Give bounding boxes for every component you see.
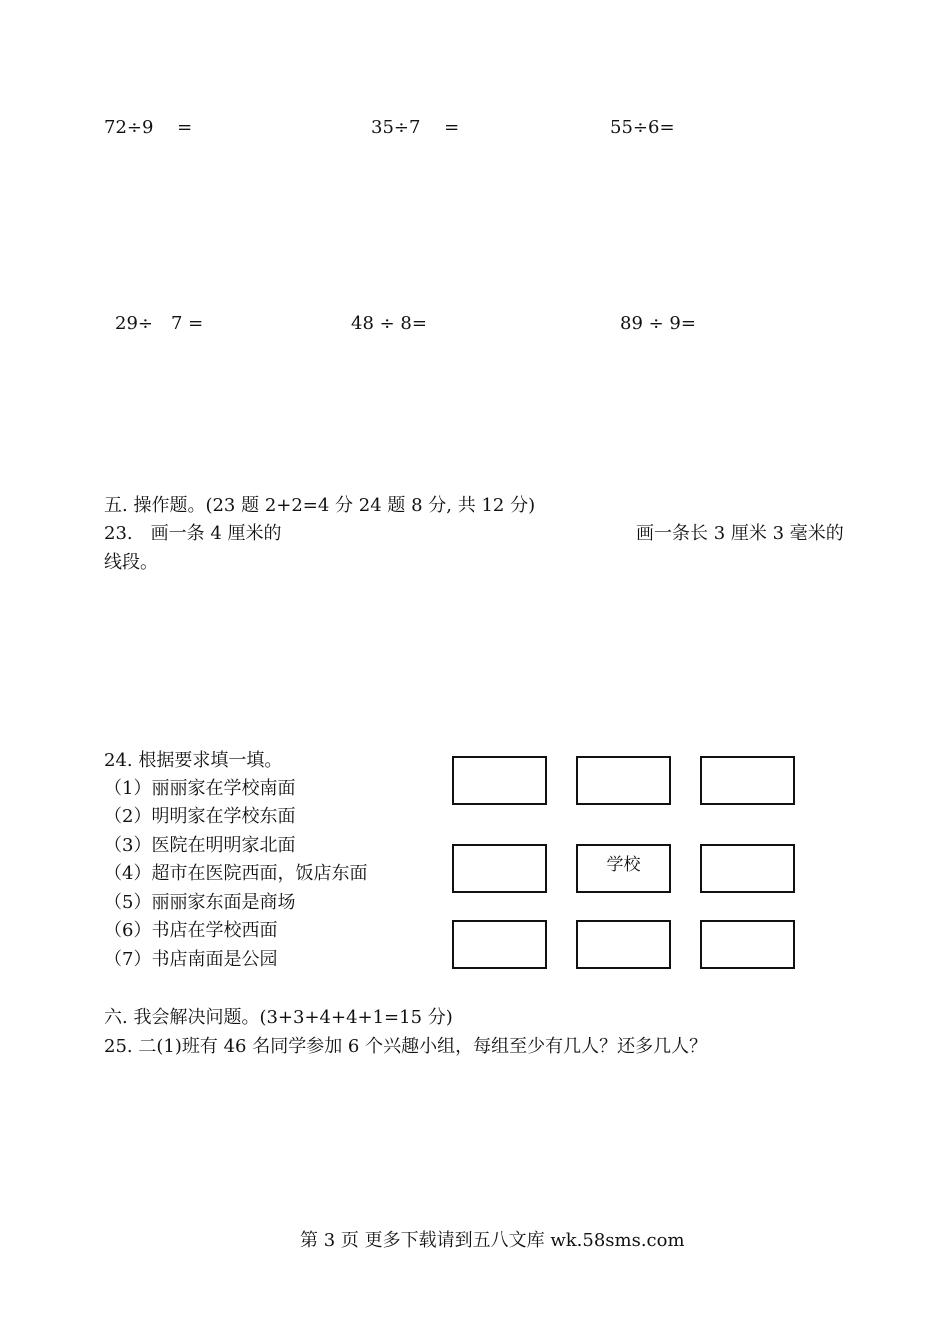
question-24-item: （5）丽丽家东面是商场 xyxy=(104,892,296,913)
question-25: 25. 二(1)班有 46 名同学参加 6 个兴趣小组，每组至少有几人？还多几人？ xyxy=(104,1036,708,1057)
question-23-left: 23. 画一条 4 厘米的 xyxy=(104,523,282,544)
question-24-item: （1）丽丽家在学校南面 xyxy=(104,778,296,799)
page-footer: 第 3 页 更多下载请到五八文库 wk.58sms.com xyxy=(300,1230,685,1251)
division-problem: 48 ÷ 8= xyxy=(351,313,427,334)
section-6-title: 六. 我会解决问题。(3+3+4+4+1=15 分) xyxy=(104,1007,453,1028)
question-24-item: （4）超市在医院西面，饭店东面 xyxy=(104,863,368,884)
grid-box-north-east[interactable] xyxy=(700,756,795,805)
division-problem: 72÷9 = xyxy=(104,117,193,138)
division-problem: 55÷6= xyxy=(610,117,675,138)
grid-box-west[interactable] xyxy=(452,844,547,893)
grid-box-east[interactable] xyxy=(700,844,795,893)
division-problem: 35÷7 = xyxy=(371,117,460,138)
grid-box-school xyxy=(576,844,671,893)
grid-box-south[interactable] xyxy=(576,920,671,969)
question-24-item: （2）明明家在学校东面 xyxy=(104,806,296,827)
question-24-item: （6）书店在学校西面 xyxy=(104,920,278,941)
question-24-item: （3）医院在明明家北面 xyxy=(104,835,296,856)
question-23-wrap: 线段。 xyxy=(104,552,158,573)
grid-box-north-west[interactable] xyxy=(452,756,547,805)
school-label: 学校 xyxy=(606,855,641,875)
division-problem: 29÷ 7 = xyxy=(115,313,204,334)
question-24-title: 24. 根据要求填一填。 xyxy=(104,750,283,771)
grid-box-south-west[interactable] xyxy=(452,920,547,969)
question-23-right: 画一条长 3 厘米 3 毫米的 xyxy=(636,523,844,544)
grid-box-north[interactable] xyxy=(576,756,671,805)
question-24-item: （7）书店南面是公园 xyxy=(104,949,278,970)
grid-box-south-east[interactable] xyxy=(700,920,795,969)
division-problem: 89 ÷ 9= xyxy=(620,313,696,334)
section-5-title: 五. 操作题。(23 题 2+2=4 分 24 题 8 分, 共 12 分) xyxy=(104,495,536,516)
